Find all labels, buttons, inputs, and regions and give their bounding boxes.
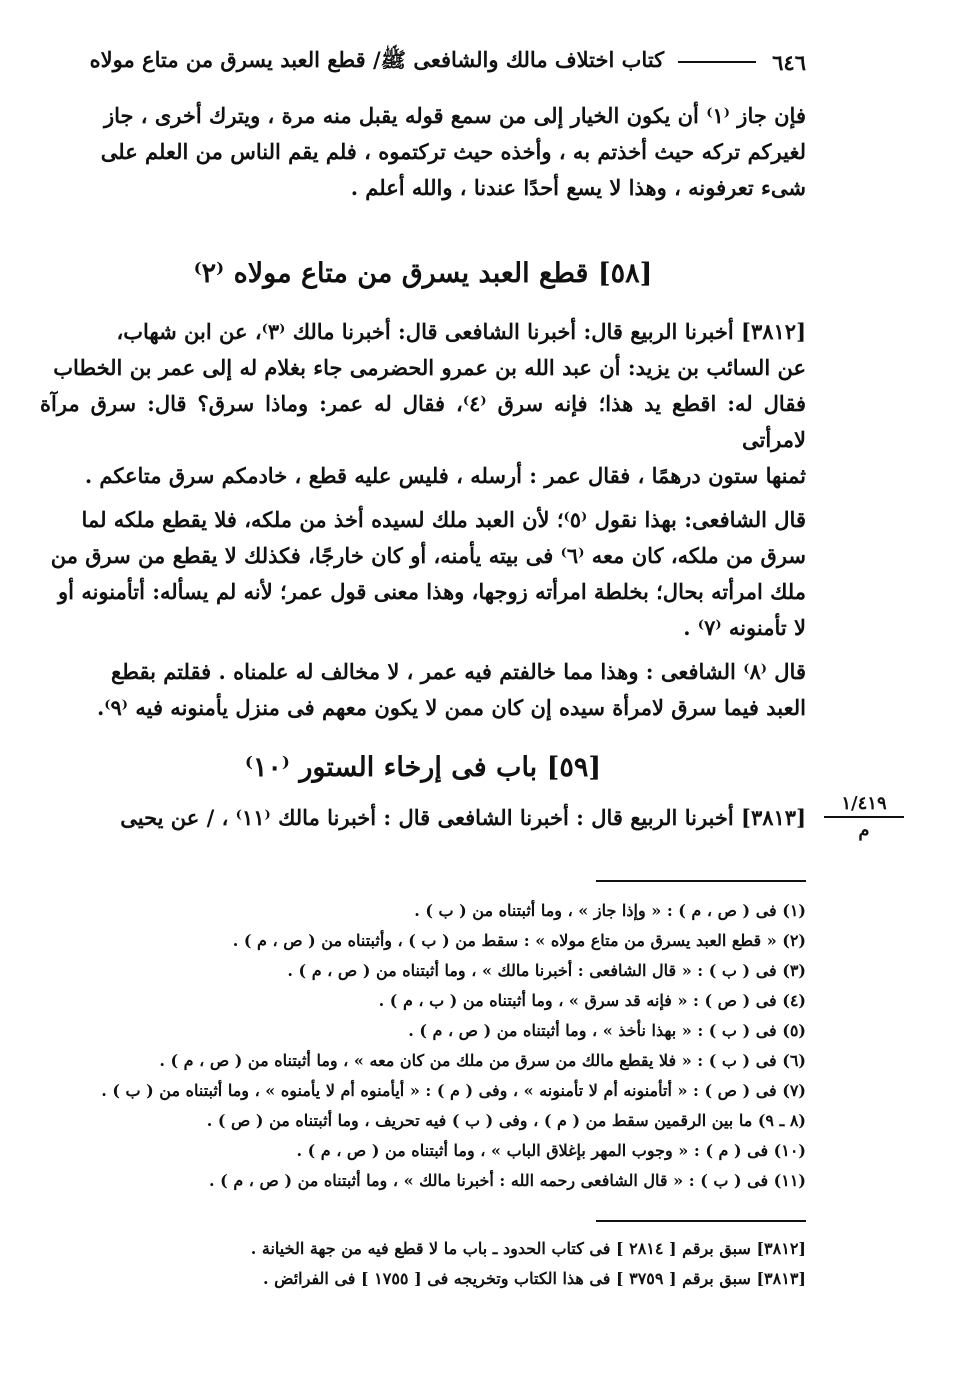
- text-line: سرق من ملكه، كان معه ⁽٦⁾ فى بيته يأمنه، أو كان خارجًا، فكذلك لا يقطع من سرق من: [50, 543, 806, 568]
- footnote: (١) فى ( ص ، م ) : « وإذا جاز » ، وما أثبتناه من ( ب ) .: [414, 901, 806, 920]
- footnote: (٨ ـ ٩) ما بين الرقمين سقط من ( م ) ، وفى ( ب ) فيه تحريف ، وما أثبتناه من ( ص ) .: [206, 1111, 806, 1130]
- intro-line: فإن جاز ⁽١⁾ أن يكون الخيار إلى من سمع قوله يقبل منه مرة ، ويترك أخرى ، جاز: [103, 103, 806, 128]
- text-line: العبد فيما سرق لامرأة سيده إن كان ممن لا يكون معهم فى منزل يأمنونه فيه ⁽٩⁾.: [96, 695, 806, 720]
- text-line: قال الشافعى: بهذا نقول ⁽٥⁾؛ لأن العبد ملك لسيده أخذ من ملكه، فلا يقطع ملكه لما: [81, 507, 806, 532]
- intro-paragraph: [40, 98, 806, 206]
- footnote: (٤) فى ( ص ) : « فإنه قد سرق » ، وما أثبتناه من ( ب ، م ) .: [378, 991, 806, 1010]
- intro-line: شىء تعرفونه ، وهذا لا يسع أحدًا عندنا ، والله أعلم .: [350, 175, 806, 200]
- text-line: عن السائب بن يزيد: أن عبد الله بن عمرو الحضرمى جاء بغلام له إلى عمر بن الخطاب: [53, 355, 806, 380]
- text-line: قال ⁽٨⁾ الشافعى : وهذا مما خالفتم فيه عمر ، لا مخالف له علمناه . فقلتم بقطع: [111, 659, 806, 684]
- chapter-59-body: [40, 800, 806, 836]
- page-number: ٦٤٦: [772, 49, 806, 75]
- chapter-58-body: [40, 314, 806, 734]
- intro-line: لغيركم تركه حيث أخذتم به ، وأخذه حيث تركتموه ، فلم يقم الناس من العلم على: [100, 139, 806, 164]
- shafii-commentary: [40, 502, 806, 646]
- shafii-rebuttal: [40, 654, 806, 726]
- footnote: (٥) فى ( ب ) : « بهذا نأخذ » ، وما أثبتناه من ( ص ، م ) .: [408, 1021, 806, 1040]
- text-line: ثمنها ستون درهمًا ، فقال عمر : أرسله ، فليس عليه قطع ، خادمكم سرق متاعكم .: [84, 463, 806, 488]
- manuscript-siglum: م: [858, 820, 870, 841]
- folio-number: ١/٤١٩: [824, 793, 904, 818]
- running-head: [40, 44, 806, 80]
- text-line: [٣٨١٢] أخبرنا الربيع قال: أخبرنا الشافعى قال: أخبرنا مالك ⁽٣⁾، عن ابن شهاب،: [116, 319, 806, 344]
- header-rule: [678, 61, 756, 63]
- footnote: (٣) فى ( ب ) : « قال الشافعى : أخبرنا مالك » ، وما أثبتناه من ( ص ، م ) .: [287, 961, 806, 980]
- text-line: ملك امرأته بحال؛ بخلطة امرأته زوجها، وهذا معنى قول عمر؛ لأنه لم يسأله: أتأمنونه أو: [58, 579, 806, 604]
- manuscript-folio-marker: [824, 793, 904, 841]
- cross-reference: [٣٨١٣] سبق برقم [ ٣٧٥٩ ] فى هذا الكتاب وتخريجه فى [ ١٧٥٥ ] فى الفرائض .: [262, 1269, 806, 1288]
- chapter-58-title: [٥٨] قطع العبد يسرق من متاع مولاه ⁽٢⁾: [193, 258, 653, 289]
- text-line: فقال له: اقطع يد هذا؛ فإنه سرق ⁽٤⁾، فقال له عمر: وماذا سرق؟ قال: سرق مرآة لامرأتى: [40, 391, 806, 452]
- text-line: لا تأمنونه ⁽٧⁾ .: [683, 615, 806, 640]
- hadith-3812: [40, 314, 806, 494]
- footnotes: [60, 896, 806, 1196]
- footnote: (١٠) فى ( م ) : « وجوب المهر بإغلاق الباب » ، وما أثبتناه من ( ص ، م ) .: [296, 1141, 806, 1160]
- references-divider: [596, 1220, 806, 1222]
- chapter-59-title: [٥٩] باب فى إرخاء الستور ⁽١٠⁾: [244, 752, 602, 783]
- footnote-divider: [596, 880, 806, 882]
- cross-reference: [٣٨١٢] سبق برقم [ ٢٨١٤ ] فى كتاب الحدود ـ باب ما لا قطع فيه من جهة الخيانة .: [250, 1239, 806, 1258]
- footnote: (٧) فى ( ص ) : « أتأمنونه أم لا تأمنونه » ، وفى ( م ) : « أيأمنوه أم لا يأمنوه » ، وما أثبتناه من ( ب ) .: [101, 1081, 806, 1100]
- footnote: (١١) فى ( ب ) : « قال الشافعى رحمه الله : أخبرنا مالك » ، وما أثبتناه من ( ص ، م ) .: [209, 1171, 806, 1190]
- footnote: (٢) « قطع العبد يسرق من متاع مولاه » : سقط من ( ب ) ، وأثبتناه من ( ص ، م ) .: [232, 931, 806, 950]
- text-line: [٣٨١٣] أخبرنا الربيع قال : أخبرنا الشافعى قال : أخبرنا مالك ⁽١١⁾ ، / عن يحيى: [120, 805, 806, 830]
- cross-references: [60, 1234, 806, 1294]
- running-title: كتاب اختلاف مالك والشافعى ﷺ/ قطع العبد يسرق من متاع مولاه: [89, 46, 665, 72]
- footnote: (٦) فى ( ب ) : « فلا يقطع مالك من سرق من ملك من كان معه » ، وما أثبتناه من ( ص ، م ) .: [159, 1051, 806, 1070]
